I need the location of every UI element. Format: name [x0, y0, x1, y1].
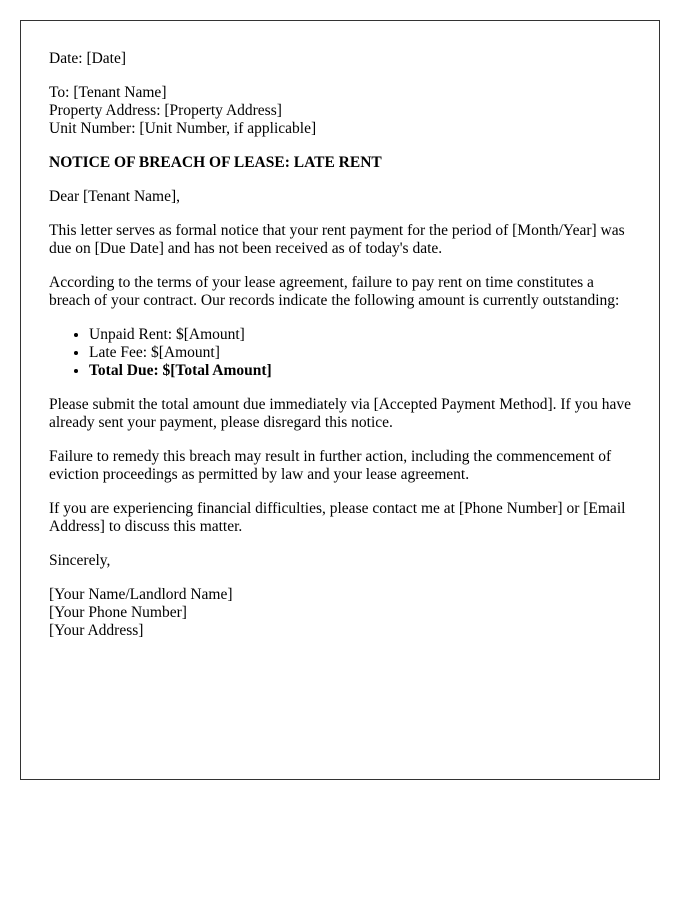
amounts-list [49, 326, 631, 380]
unpaid-rent-item: • Unpaid Rent: $[Amount] [89, 326, 631, 344]
contact-paragraph: If you are experiencing financial difficulties, please contact me at [Phone Number] or [Email Address] to discuss this matter. [49, 500, 626, 535]
late-fee-item: • Late Fee: $[Amount] [89, 344, 631, 362]
payment-paragraph: Please submit the total amount due immediately via [Accepted Payment Method]. If you have already sent your payment, please disregard this notice. [49, 396, 631, 431]
signature-block [49, 586, 631, 640]
remedy-paragraph: Failure to remedy this breach may result in further action, including the commencement of eviction proceedings as permitted by law and your lease agreement. [49, 448, 612, 483]
recipient-block [49, 84, 631, 138]
signature-name: [Your Name/Landlord Name] [49, 586, 233, 603]
terms-paragraph: According to the terms of your lease agreement, failure to pay rent on time constitutes a breach of your contract. Our records indicate the following amount is currently outstanding: [49, 274, 620, 309]
salutation: Dear [Tenant Name], [49, 188, 181, 205]
recipient-to: To: [Tenant Name] [49, 84, 167, 101]
recipient-unit-number: Unit Number: [Unit Number, if applicable] [49, 120, 317, 137]
signature-address: [Your Address] [49, 622, 144, 639]
signature-phone: [Your Phone Number] [49, 604, 187, 621]
recipient-property-address: Property Address: [Property Address] [49, 102, 282, 119]
intro-paragraph: This letter serves as formal notice that your rent payment for the period of [Month/Year] was due on [Due Date] and has not been received as of today's date. [49, 222, 625, 257]
date-line: Date: [Date] [49, 50, 127, 67]
letter-page [20, 20, 660, 780]
notice-heading: NOTICE OF BREACH OF LEASE: LATE RENT [49, 154, 382, 171]
total-due-item: • Total Due: $[Total Amount] [89, 362, 631, 380]
closing: Sincerely, [49, 552, 111, 569]
